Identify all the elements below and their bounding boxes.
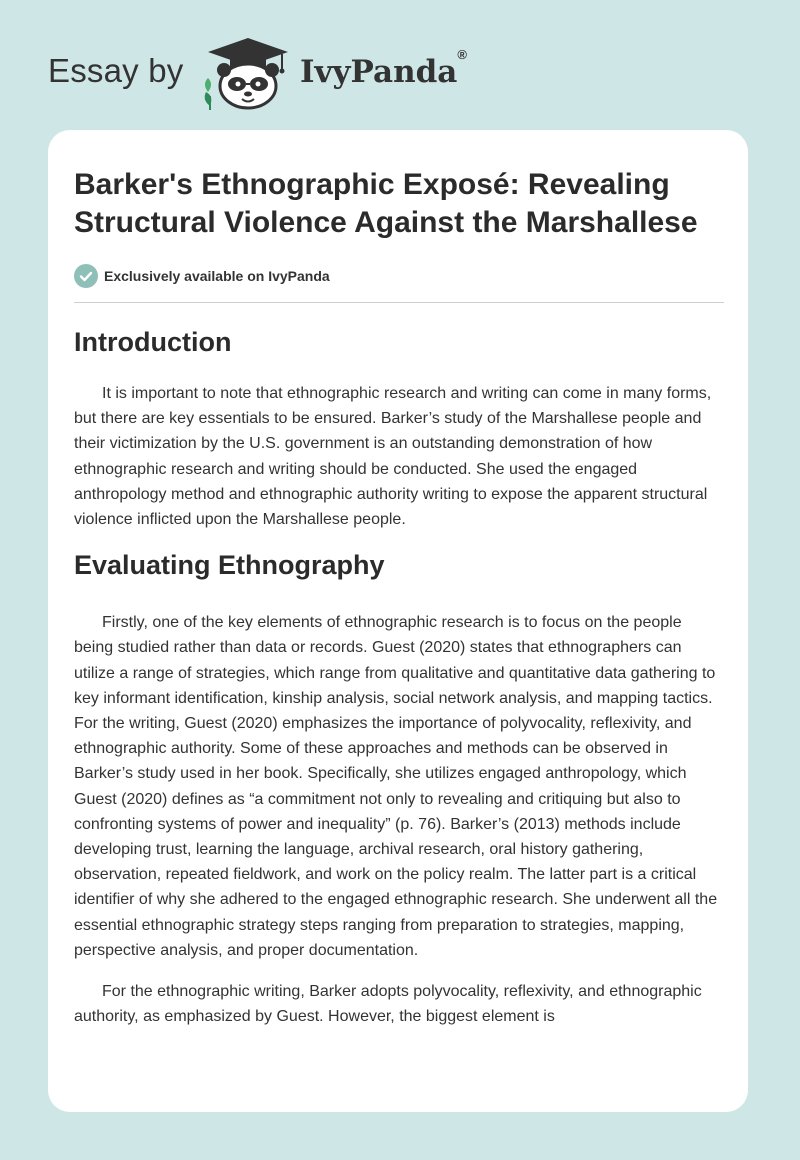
essay-card bbox=[48, 130, 748, 1112]
trademark-symbol: ® bbox=[457, 46, 467, 62]
paragraph: Firstly, one of the key elements of ethnographic research is to focus on the people being studied rather than data or records. Guest (2020) states that ethnographers can utilize a range of strategies, which range from qualitative and quantitative data gathering to key informant identification, kinship analysis, social network analysis, and mapping tactics. For the writing, Guest (2020) emphasizes the importance of polyvocality, reflexivity, and ethnographic authority. Some of these approaches and methods can be observed in Barker’s study used in her book. Specifically, she utilizes engaged anthropology, which Guest (2020) defines as “a commitment not only to revealing and critiquing but also to confronting systems of power and inequality” (p. 76). Barker’s (2013) methods include developing trust, learning the language, archival research, oral history gathering, observation, repeated fieldwork, and work on the policy realm. The latter part is a critical identifier of why she adhered to the engaged ethnographic research. She underwent all the essential ethnographic strategy steps ranging from preparation to strategies, mapping, perspective analysis, and proper documentation. bbox=[74, 614, 718, 959]
essay-by-label: Essay by bbox=[48, 52, 184, 89]
exclusive-badge bbox=[74, 264, 724, 288]
check-icon bbox=[74, 264, 98, 288]
divider bbox=[74, 302, 724, 303]
section-heading-introduction: Introduction bbox=[74, 327, 232, 357]
section-heading-evaluating-ethnography: Evaluating Ethnography bbox=[74, 550, 385, 581]
paragraph: For the ethnographic writing, Barker adopts polyvocality, reflexivity, and ethnographic authority, as emphasized by Guest. However, the biggest element is bbox=[74, 983, 702, 1026]
brand-name: IvyPanda® bbox=[300, 46, 467, 90]
paragraph: It is important to note that ethnographic research and writing can come in many forms, but there are key essentials to be ensured. Barker’s study of the Marshallese people and their victimization by the U.S. government is an outstanding demonstration of how ethnographic research and writing should be conducted. She used the engaged anthropology method and ethnographic authority writing to expose the apparent structural violence inflicted upon the Marshallese people. bbox=[74, 385, 712, 529]
exclusive-label: Exclusively available on IvyPanda bbox=[104, 268, 330, 284]
essay-title: Barker's Ethnographic Exposé: Revealing Structural Violence Against the Marshallese bbox=[74, 168, 698, 239]
ivypanda-logo[interactable] bbox=[198, 34, 298, 112]
site-header bbox=[48, 30, 748, 110]
panda-icon bbox=[198, 34, 298, 112]
